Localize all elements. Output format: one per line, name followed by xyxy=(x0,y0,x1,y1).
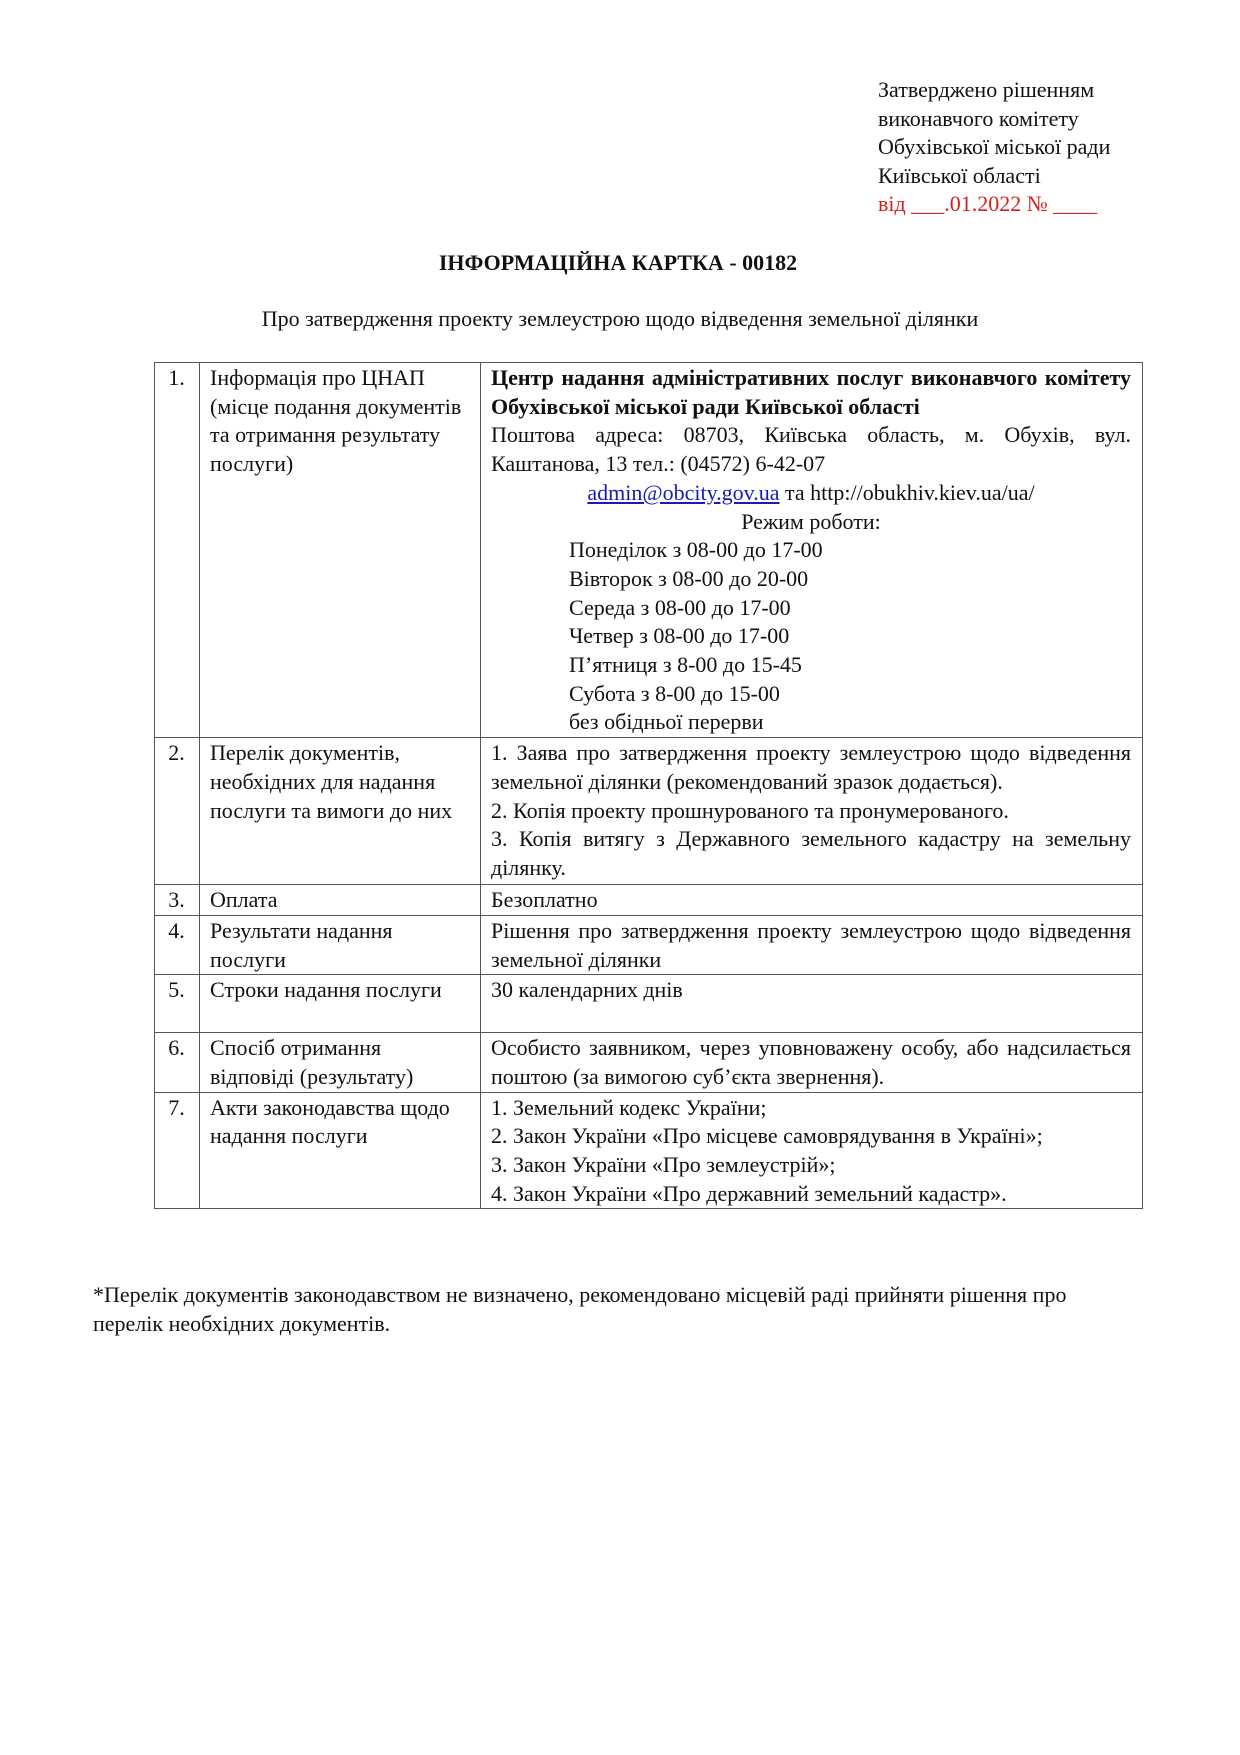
document-item: 1. Заява про затвердження проекту землеустрою щодо відведення земельної ділянки (рекомендований зразок додається). xyxy=(491,740,1131,794)
table-row xyxy=(155,363,1143,738)
table-row xyxy=(155,885,1143,916)
row-value: Особисто заявником, через уповноважену особу, або надсилається поштою (за вимогою суб’єкта звернення). xyxy=(481,1033,1143,1092)
approval-date-line: від ___.01.2022 № ____ xyxy=(878,191,1098,217)
row-label: Строки надання послуги xyxy=(200,975,481,1033)
footnote: *Перелік документів законодавством не визначено, рекомендовано місцевій раді прийняти рішення про перелік необхідних документів. xyxy=(93,1282,1067,1336)
row-number: 3. xyxy=(155,885,200,916)
row-number: 2. xyxy=(155,738,200,885)
row-value: Рішення про затвердження проекту землеустрою щодо відведення земельної ділянки xyxy=(481,915,1143,974)
schedule-item: П’ятниця з 8-00 до 15-45 xyxy=(569,652,802,678)
info-card-table xyxy=(154,362,1143,1209)
schedule-item: Середа з 08-00 до 17-00 xyxy=(569,594,791,620)
row-label: Перелік документів, необхідних для надання послуги та вимоги до них xyxy=(200,738,481,885)
approval-line: Київської області xyxy=(878,162,1041,188)
schedule-item: без обідньої перерви xyxy=(569,709,764,735)
schedule-item: Четвер з 08-00 до 17-00 xyxy=(569,623,790,649)
law-item: 2. Закон України «Про місцеве самоврядування в Україні»; xyxy=(491,1123,1043,1149)
schedule-item: Вівторок з 08-00 до 20-00 xyxy=(569,565,809,591)
document-item: 3. Копія витягу з Державного земельного кадастру на земельну ділянку. xyxy=(491,826,1131,880)
row-label: Оплата xyxy=(200,885,481,916)
table-row xyxy=(155,738,1143,885)
approval-line: Обухівської міської ради xyxy=(878,134,1111,160)
row-value: 30 календарних днів xyxy=(481,975,1143,1033)
approval-stamp xyxy=(878,76,1208,219)
document-subtitle-text: Про затвердження проекту землеустрою щодо відведення земельної ділянки xyxy=(261,306,979,331)
center-address: Поштова адреса: 08703, Київська область, м. Обухів, вул. Каштанова, 13 тел.: (04572) 6-42-07 xyxy=(491,422,1131,477)
center-name: Центр надання адміністративних послуг виконавчого комітету Обухівської міської ради Київської області xyxy=(491,365,1131,419)
schedule-list xyxy=(491,536,1131,737)
email-link[interactable]: admin@obcity.gov.ua xyxy=(587,479,780,505)
row-label: Інформація про ЦНАП (місце подання документів та отримання результату послуги) xyxy=(200,363,481,738)
row-number: 5. xyxy=(155,975,200,1033)
website-text: http://obukhiv.kiev.ua/ua/ xyxy=(810,479,1035,505)
table-row xyxy=(155,975,1143,1033)
center-contacts xyxy=(491,479,1131,508)
contacts-separator: та xyxy=(779,479,811,505)
row-label: Спосіб отримання відповіді (результату) xyxy=(200,1033,481,1092)
row-number: 6. xyxy=(155,1033,200,1092)
table-row xyxy=(155,915,1143,974)
document-subtitle xyxy=(64,306,1240,332)
row-value: Безоплатно xyxy=(481,885,1143,916)
schedule-item: Субота з 8-00 до 15-00 xyxy=(569,680,780,706)
document-title: ІНФОРМАЦІЙНА КАРТКА - 00182 xyxy=(438,250,798,275)
row-value xyxy=(481,363,1143,738)
law-item: 1. Земельний кодекс України; xyxy=(491,1094,767,1120)
schedule-title: Режим роботи: xyxy=(741,508,881,534)
approval-line: Затверджено рішенням xyxy=(878,77,1095,102)
row-number: 4. xyxy=(155,915,200,974)
document-item: 2. Копія проекту прошнурованого та пронумерованого. xyxy=(491,797,1009,823)
row-number: 1. xyxy=(155,363,200,738)
row-number: 7. xyxy=(155,1092,200,1209)
table-row xyxy=(155,1092,1143,1209)
row-value xyxy=(481,1092,1143,1209)
row-label: Акти законодавства щодо надання послуги xyxy=(200,1092,481,1209)
schedule-item: Понеділок з 08-00 до 17-00 xyxy=(569,537,823,563)
approval-line: виконавчого комітету xyxy=(878,105,1079,131)
table-row xyxy=(155,1033,1143,1092)
row-label: Результати надання послуги xyxy=(200,915,481,974)
law-item: 3. Закон України «Про землеустрій»; xyxy=(491,1152,836,1178)
law-item: 4. Закон України «Про державний земельний кадастр». xyxy=(491,1180,1007,1206)
row-value xyxy=(481,738,1143,885)
